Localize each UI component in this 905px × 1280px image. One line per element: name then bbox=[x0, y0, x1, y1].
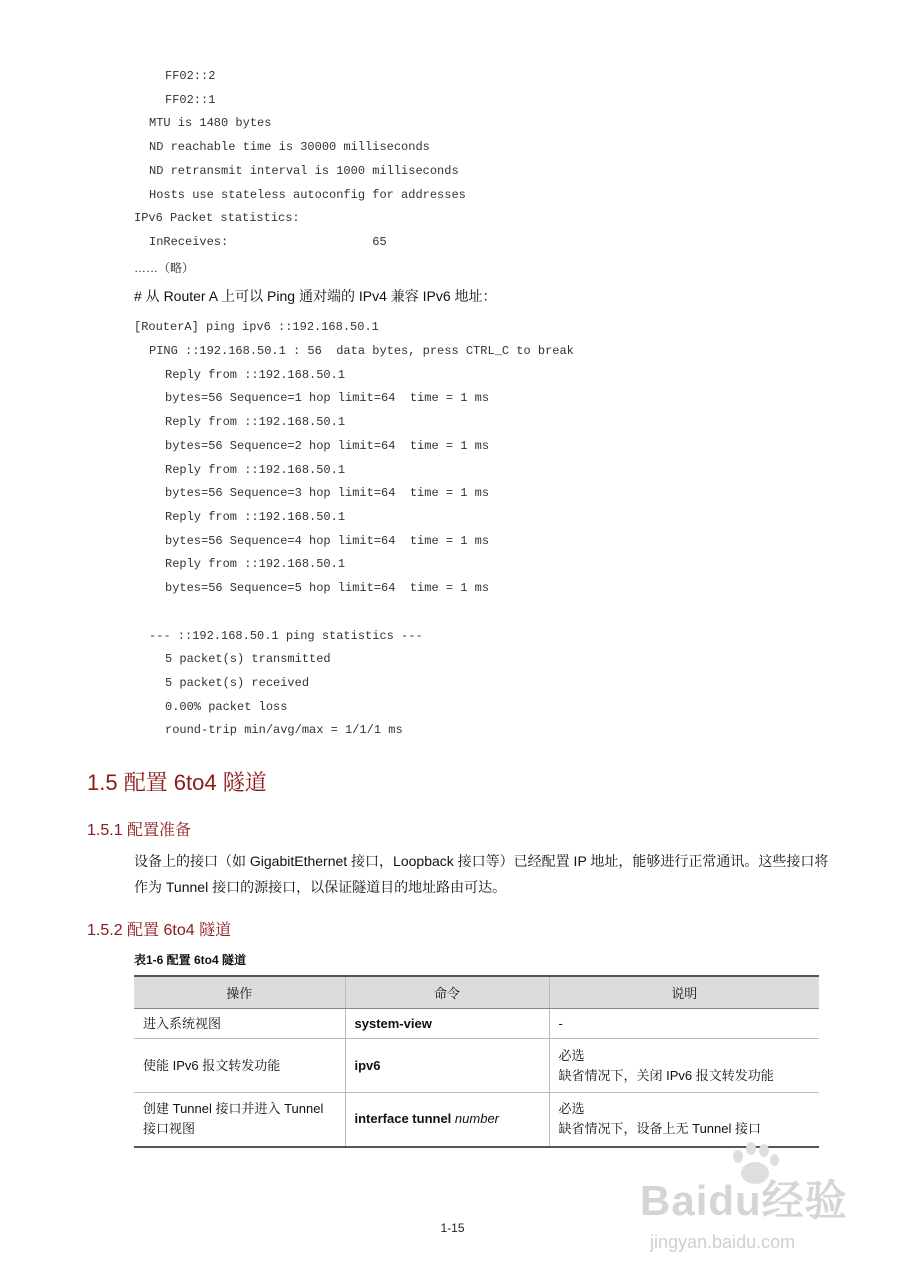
code-line: IPv6 Packet statistics: bbox=[134, 211, 300, 225]
command-keyword: interface tunnel bbox=[354, 1111, 452, 1127]
cell-command bbox=[345, 1009, 549, 1039]
cell-command bbox=[345, 1093, 549, 1147]
config-table bbox=[134, 975, 819, 1148]
code-line: FF02::1 bbox=[165, 93, 216, 107]
code-line: 0.00% packet loss bbox=[165, 700, 288, 714]
page-number: 1-15 bbox=[440, 1221, 465, 1235]
command-keyword: system-view bbox=[354, 1015, 432, 1031]
section-heading: 1.5 配置 6to4 隧道 bbox=[87, 770, 267, 795]
code-line: Hosts use stateless autoconfig for addresses bbox=[149, 188, 466, 202]
code-line: InReceives: 65 bbox=[149, 235, 387, 249]
description-line: 必选 bbox=[558, 1047, 585, 1063]
command-keyword: ipv6 bbox=[354, 1057, 381, 1073]
code-line: bytes=56 Sequence=3 hop limit=64 time = 1 ms bbox=[165, 486, 490, 500]
omitted-output-note: ……（略） bbox=[134, 261, 195, 275]
cell-description bbox=[549, 1009, 819, 1039]
header-operation: 操作 bbox=[134, 976, 345, 1009]
watermark-logo: Baidu经验 bbox=[640, 1177, 848, 1224]
code-line: Reply from ::192.168.50.1 bbox=[165, 415, 346, 429]
description-line: 缺省情况下，设备上无 Tunnel 接口 bbox=[558, 1121, 761, 1137]
prep-paragraph: 设备上的接口（如 GigabitEthernet 接口，Loopback 接口等）已经配置 IP 地址，能够进行正常通讯。这些接口将作为 Tunnel 接口的源接口，以保证隧道目的地址路由可达。 bbox=[134, 853, 829, 895]
header-command: 命令 bbox=[345, 976, 549, 1009]
code-line: bytes=56 Sequence=5 hop limit=64 time = 1 ms bbox=[165, 581, 490, 595]
code-line: bytes=56 Sequence=2 hop limit=64 time = 1 ms bbox=[165, 439, 490, 453]
code-line: MTU is 1480 bytes bbox=[149, 116, 272, 130]
code-line: PING ::192.168.50.1 : 56 data bytes, press CTRL_C to break bbox=[149, 344, 574, 358]
code-line: bytes=56 Sequence=1 hop limit=64 time = 1 ms bbox=[165, 391, 490, 405]
cell-command bbox=[345, 1039, 549, 1093]
code-line: Reply from ::192.168.50.1 bbox=[165, 368, 346, 382]
subsection-heading-config: 1.5.2 配置 6to4 隧道 bbox=[87, 922, 232, 939]
code-line: --- ::192.168.50.1 ping statistics --- bbox=[149, 629, 423, 643]
code-line: ND retransmit interval is 1000 milliseconds bbox=[149, 164, 459, 178]
ping-comment: # 从 Router A 上可以 Ping 通对端的 IPv4 兼容 IPv6 地址： bbox=[134, 288, 497, 304]
subsection-heading-prep: 1.5.1 配置准备 bbox=[87, 822, 192, 839]
baidu-watermark bbox=[640, 1140, 860, 1270]
code-line: 5 packet(s) received bbox=[165, 676, 310, 690]
code-line: bytes=56 Sequence=4 hop limit=64 time = 1 ms bbox=[165, 534, 490, 548]
table-row bbox=[134, 1093, 819, 1147]
code-line: Reply from ::192.168.50.1 bbox=[165, 463, 346, 477]
code-line: Reply from ::192.168.50.1 bbox=[165, 557, 346, 571]
code-line: ND reachable time is 30000 milliseconds bbox=[149, 140, 430, 154]
command-argument: number bbox=[454, 1111, 499, 1127]
description-line: - bbox=[558, 1015, 563, 1031]
table-header-row bbox=[134, 976, 819, 1009]
description-line: 必选 bbox=[558, 1101, 585, 1117]
code-line: FF02::2 bbox=[165, 69, 216, 83]
table-row bbox=[134, 1039, 819, 1093]
cell-operation: 进入系统视图 bbox=[134, 1009, 345, 1039]
watermark-url: jingyan.baidu.com bbox=[650, 1232, 796, 1252]
description-line: 缺省情况下，关闭 IPv6 报文转发功能 bbox=[558, 1067, 774, 1083]
code-line: Reply from ::192.168.50.1 bbox=[165, 510, 346, 524]
table-caption: 表1-6 配置 6to4 隧道 bbox=[134, 953, 247, 967]
cell-description bbox=[549, 1093, 819, 1147]
code-line: round-trip min/avg/max = 1/1/1 ms bbox=[165, 723, 403, 737]
cell-description bbox=[549, 1039, 819, 1093]
cell-operation: 创建 Tunnel 接口并进入 Tunnel 接口视图 bbox=[134, 1093, 345, 1147]
code-line: [RouterA] ping ipv6 ::192.168.50.1 bbox=[134, 320, 379, 334]
header-description: 说明 bbox=[549, 976, 819, 1009]
cell-operation: 使能 IPv6 报文转发功能 bbox=[134, 1039, 345, 1093]
code-line: 5 packet(s) transmitted bbox=[165, 652, 331, 666]
table-row bbox=[134, 1009, 819, 1039]
